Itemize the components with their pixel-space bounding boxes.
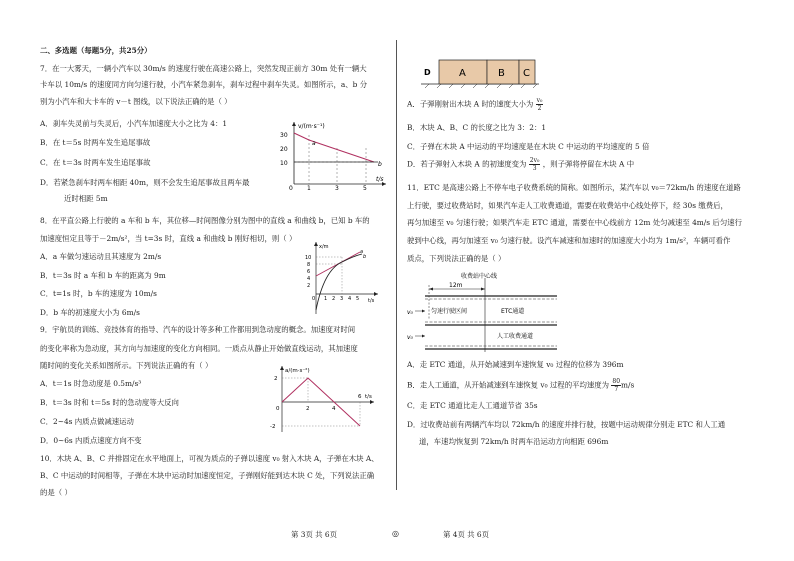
q8-xtick-3: 3 [340, 296, 344, 302]
q9-ylabel: a/(m·s⁻²) [285, 368, 310, 374]
q7-line-3: 别为小汽车和大卡车的 v－t 图线，以下说法正确的是（ ） [40, 97, 232, 106]
q8-xtick-1: 1 [324, 296, 328, 302]
q8-ytick-6: 6 [307, 269, 311, 275]
q8-xtick-0: 0 [312, 296, 316, 302]
q10-line-3: 的是（ ） [40, 488, 72, 497]
left-page [40, 0, 385, 561]
q10-option-d-fraction [529, 157, 541, 172]
q11-option-d-line-1: D．过收费站前有两辆汽车均以 72km/h 的速度并排行驶，按题中运动规律分别走 ETC 和人工通 [407, 420, 726, 429]
block-c-label: C [523, 68, 530, 79]
frac-den: 7 [614, 386, 619, 393]
q7-ytick-10: 10 [280, 160, 288, 167]
q11-option-c: C．走 ETC 通道比走人工通道节省 35s [407, 401, 538, 410]
q8-line-1: 8．在平直公路上行驶的 a 车和 b 车，其位移—时间图像分别为图中的直线 a 和曲线 b，已知 b 车的 [40, 216, 370, 225]
section-heading: 二、多选题（每题5分，共25分） [40, 46, 152, 55]
q8-label-a: a [360, 249, 364, 255]
frac-num: 2v₀ [529, 157, 540, 164]
q9-line-3: 随时间的变化关系如图所示。下列说法正确的有（ ） [40, 361, 213, 370]
q9-ytick-0: 0 [276, 406, 280, 412]
q7-xlabel: t/s [376, 176, 384, 183]
page-divider [396, 40, 397, 490]
q8-xtick-5: 5 [356, 296, 360, 302]
footer-left: 第 3页 共 6页 [291, 530, 338, 539]
q9-line-2: 的变化率称为急动度，其方向与加速度的变化方向相同。一质点从静止开始做直线运动，其加速度 [40, 344, 358, 353]
q9-option-c: C．2~4s 内质点做减速运动 [40, 417, 134, 426]
q7-xtick-3: 3 [335, 185, 339, 190]
q9-xlabel: t/s [365, 394, 372, 400]
q10-option-c: C．子弹在木块 A 中运动的平均速度是在木块 C 中运动的平均速度的 5 倍 [407, 142, 650, 151]
q8-line-2: 加速度恒定且等于－2m/s²，当 t=3s 时，直线 a 和曲线 b 刚好相切，则（ ） [40, 234, 297, 243]
q9-xtick-4: 4 [332, 406, 336, 412]
q11-option-d-line-2: 道，车速均恢复到 72km/h 时两车沿运动方向相距 696m [419, 437, 609, 446]
q8-ytick-10: 10 [305, 255, 312, 261]
q8-xt-chart [302, 240, 382, 316]
block-b-label: B [498, 68, 505, 79]
q10-option-d-text: D．若子弹射入木块 A 的初速度变为 [407, 159, 527, 169]
q9-option-b: B．t＝3s 时和 t＝5s 时的急动度等大反向 [40, 398, 179, 407]
q8-ylabel: x/m [319, 244, 329, 250]
footer-marker: ◎ [392, 529, 399, 538]
q9-line-1: 9．宇航员的训练、竞技体育的指导、汽车的设计等多种工作都用到急动度的概念。加速度对时间 [40, 325, 356, 334]
q8-label-b: b [363, 254, 367, 260]
q10-line-2: B、C 中运动的时间相等，子弹在木块中运动时加速度恒定，子弹刚好能到达木块 C 处，下列说法正确 [40, 471, 375, 480]
q10-option-d-text-post: ，则子弹将停留在木块 A 中 [542, 159, 635, 169]
q8-option-b: B．t＝3s 时 a 车和 b 车的距离为 9m [40, 271, 166, 280]
q9-ytick-2: 2 [274, 376, 278, 382]
q10-option-a-fraction [536, 97, 544, 112]
frac-num: 80 [612, 378, 621, 385]
right-page [407, 0, 757, 561]
q8-xtick-2: 2 [332, 296, 336, 302]
etc-lane-label: ETC通道 [501, 308, 525, 315]
q7-label-b: b [378, 161, 382, 168]
q9-option-d: D．0~6s 内质点速度方向不变 [40, 436, 142, 445]
q7-label-a: a [312, 140, 316, 147]
q7-ytick-30: 30 [280, 132, 288, 139]
q7-option-b: B．在 t＝5s 时两车发生追尾事故 [40, 138, 151, 147]
q7-option-a: A．刹车失灵前与失灵后，小汽车加速度大小之比为 4：1 [40, 119, 228, 128]
v0-label-top: v₀ [407, 309, 413, 316]
q7-line-a [294, 133, 374, 162]
q10-option-a [407, 97, 543, 112]
zone-label: 匀速行驶区间 [431, 308, 468, 315]
footer-right: 第 4页 共 6页 [443, 530, 490, 539]
q10-option-b: B．木块 A、B、C 的长度之比为 3：2：1 [407, 123, 547, 132]
q11-option-a: A．走 ETC 通道，从开始减速到车速恢复 v₀ 过程的位移为 396m [407, 360, 624, 369]
q11-option-b-unit: m/s [621, 380, 635, 390]
q9-option-a: A．t＝1s 时急动度是 0.5m/s³ [40, 379, 142, 388]
frac-den: 3 [532, 165, 537, 172]
v0-label-bottom: v₀ [407, 334, 413, 341]
q9-xtick-6: 6 [358, 394, 362, 400]
q8-option-a: A．a 车做匀速运动且其速度为 2m/s [40, 252, 162, 261]
q7-line-1: 7．在一大雾天，一辆小汽车以 30m/s 的速度行驶在高速公路上，突然发现正前方 30m 处有一辆大 [40, 64, 367, 73]
q10-option-d [407, 157, 634, 172]
center-line-label: 收费站中心线 [461, 273, 498, 280]
q7-vt-chart [278, 118, 390, 190]
etc-diagram [407, 270, 587, 354]
q7-option-d-cont: 近时相距 5m [64, 194, 108, 203]
q8-option-d: D．b 车的初速度大小为 6m/s [40, 308, 140, 317]
q11-line-2: 上行驶，要过收费站时，如果汽车走人工收费通道，需要在收费站中心线处停下，经 30s 缴费后， [407, 201, 728, 210]
q7-xtick-5: 5 [363, 185, 367, 190]
q11-line-3: 再匀加速至 v₀ 匀速行驶；如果汽车走 ETC 通道，需要在中心线前方 12m 处匀减速至 4m/s 后匀速行 [407, 218, 742, 227]
q7-ylabel: v/(m·s⁻¹) [298, 123, 325, 130]
q8-xtick-4: 4 [348, 296, 352, 302]
q10-option-a-text: A．子弹刚射出木块 A 时的速度大小为 [407, 99, 534, 109]
frac-den: 2 [537, 105, 542, 112]
q11-option-b-text: B．走人工通道，从开始减速到车速恢复 v₀ 过程的平均速度为 [407, 380, 610, 390]
blocks-diagram [421, 56, 541, 88]
q9-xtick-2: 2 [306, 406, 310, 412]
q11-option-b-fraction [611, 378, 621, 393]
q8-xlabel: t/s [368, 298, 375, 304]
q11-line-1: 11．ETC 是高速公路上不停车电子收费系统的简称。如图所示，某汽车以 v₀＝72km/h 的速度在道路 [407, 183, 741, 192]
q11-line-5: 质点，下列说法正确的是（ ） [407, 254, 506, 263]
distance-label: 12m [449, 282, 463, 289]
block-a-label: A [459, 68, 466, 79]
q8-ytick-4: 4 [307, 276, 311, 282]
q11-line-4: 驶到中心线，再匀加速至 v₀ 匀速行驶。设汽车减速和加速时的加速度大小均为 1m/s²，车辆可看作 [407, 236, 731, 245]
q9-ytick-neg2: -2 [270, 424, 276, 430]
q11-option-b [407, 378, 634, 393]
q7-ytick-20: 20 [280, 146, 288, 153]
q7-option-c: C．在 t＝3s 时两车发生追尾事故 [40, 158, 151, 167]
q7-option-d: D．若紧急刹车时两车相距 40m，则不会发生追尾事故且两车最 [40, 178, 250, 187]
manual-lane-label: 人工收费通道 [497, 333, 534, 340]
q8-ytick-8: 8 [307, 262, 311, 268]
q8-ytick-2: 2 [307, 283, 311, 289]
q7-xtick-1: 1 [307, 185, 311, 190]
q10-line-1: 10．木块 A、B、C 并排固定在水平地面上，可视为质点的子弹以速度 v₀ 射入木块 A，子弹在木块 A、 [40, 454, 379, 463]
bullet-label: D [424, 68, 431, 77]
q7-line-2: 卡车以 10m/s 的速度同方向匀速行驶，小汽车紧急刹车，刹车过程中刹车失灵。如图所示，a、b 分 [40, 80, 368, 89]
q8-option-c: C．t=1s 时，b 车的速度为 10m/s [40, 289, 157, 298]
frac-num: v₀ [536, 97, 543, 104]
q9-at-chart [270, 364, 380, 434]
q7-xtick-0: 0 [289, 185, 293, 190]
